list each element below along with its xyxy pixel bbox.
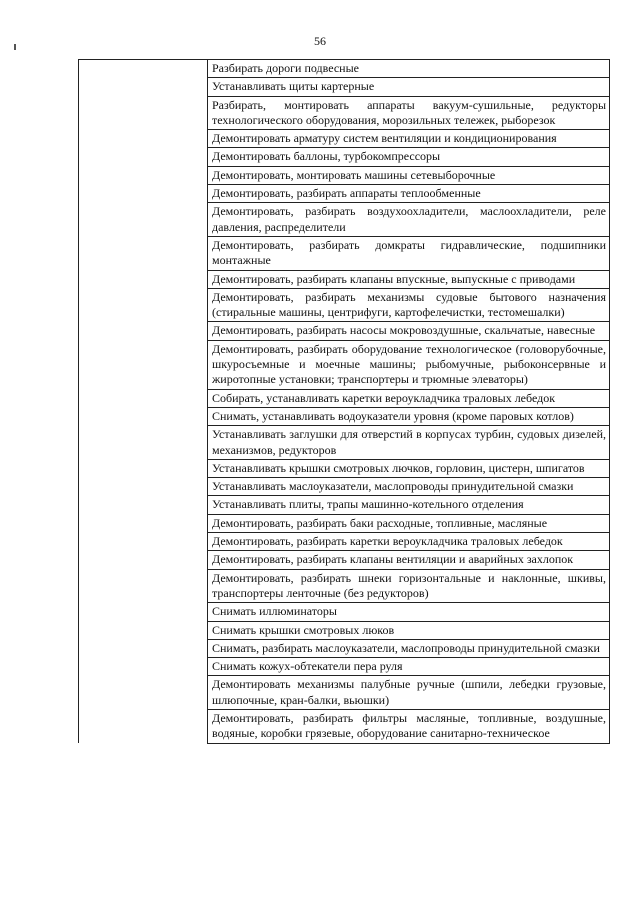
page-number: 56 [314, 34, 326, 48]
work-item-cell: Демонтировать, разбирать шнеки горизонтальные и наклонные, шкивы, транспортеры ленточные (без редукторов) [208, 569, 610, 603]
work-item-cell: Устанавливать крышки смотровых лючков, горловин, цистерн, шпигатов [208, 459, 610, 477]
work-item-cell: Снимать кожух-обтекатели пера руля [208, 658, 610, 676]
work-item-cell: Демонтировать механизмы палубные ручные (шпили, лебедки грузовые, шлюпочные, кран-балки, вьюшки) [208, 676, 610, 710]
work-item-cell: Демонтировать, монтировать машины сетевыборочные [208, 166, 610, 184]
work-item-cell: Демонтировать, разбирать каретки вероукладчика траловых лебедок [208, 533, 610, 551]
work-item-cell: Снимать крышки смотровых люков [208, 621, 610, 639]
work-item-cell: Демонтировать, разбирать насосы мокровоздушные, скальчатые, навесные [208, 322, 610, 340]
work-item-cell: Устанавливать плиты, трапы машинно-котельного отделения [208, 496, 610, 514]
work-item-cell: Демонтировать, разбирать оборудование технологическое (головорубочные, шкуросъемные и моечные машины; рыбомучные, рыбоконсервные и жиротопные установки; транспортеры и трюмные элеваторы) [208, 340, 610, 389]
work-item-cell: Разбирать, монтировать аппараты вакуум-сушильные, редукторы технологического оборудования, морозильных тележек, рыборезок [208, 96, 610, 130]
work-item-cell: Демонтировать, разбирать фильтры масляные, топливные, воздушные, водяные, коробки грязевые, оборудование санитарно-техническое [208, 709, 610, 743]
work-item-cell: Устанавливать щиты картерные [208, 78, 610, 96]
work-item-cell: Снимать иллюминаторы [208, 603, 610, 621]
work-item-cell: Демонтировать, разбирать домкраты гидравлические, подшипники монтажные [208, 236, 610, 270]
work-item-cell: Демонтировать, разбирать механизмы судовые бытового назначения (стиральные машины, центрифуги, картофелечистки, тестомешалки) [208, 288, 610, 322]
work-items-table [78, 59, 610, 744]
empty-left-cell [79, 60, 208, 744]
work-item-cell: Снимать, устанавливать водоуказатели уровня (кроме паровых котлов) [208, 407, 610, 425]
table-row [79, 60, 610, 78]
work-item-cell: Разбирать дороги подвесные [208, 60, 610, 78]
work-item-cell: Снимать, разбирать маслоуказатели, маслопроводы принудительной смазки [208, 639, 610, 657]
work-item-cell: Демонтировать баллоны, турбокомпрессоры [208, 148, 610, 166]
work-item-cell: Устанавливать маслоуказатели, маслопроводы принудительной смазки [208, 478, 610, 496]
work-item-cell: Демонтировать арматуру систем вентиляции и кондиционирования [208, 130, 610, 148]
work-item-cell: Устанавливать заглушки для отверстий в корпусах турбин, судовых дизелей, механизмов, редукторов [208, 426, 610, 460]
work-item-cell: Демонтировать, разбирать клапаны вентиляции и аварийных захлопок [208, 551, 610, 569]
work-item-cell: Собирать, устанавливать каретки вероукладчика траловых лебедок [208, 389, 610, 407]
work-item-cell: Демонтировать, разбирать баки расходные, топливные, масляные [208, 514, 610, 532]
work-item-cell: Демонтировать, разбирать воздухоохладители, маслоохладители, реле давления, распределители [208, 203, 610, 237]
work-item-cell: Демонтировать, разбирать аппараты теплообменные [208, 185, 610, 203]
work-item-cell: Демонтировать, разбирать клапаны впускные, выпускные с приводами [208, 270, 610, 288]
table-body [79, 60, 610, 744]
